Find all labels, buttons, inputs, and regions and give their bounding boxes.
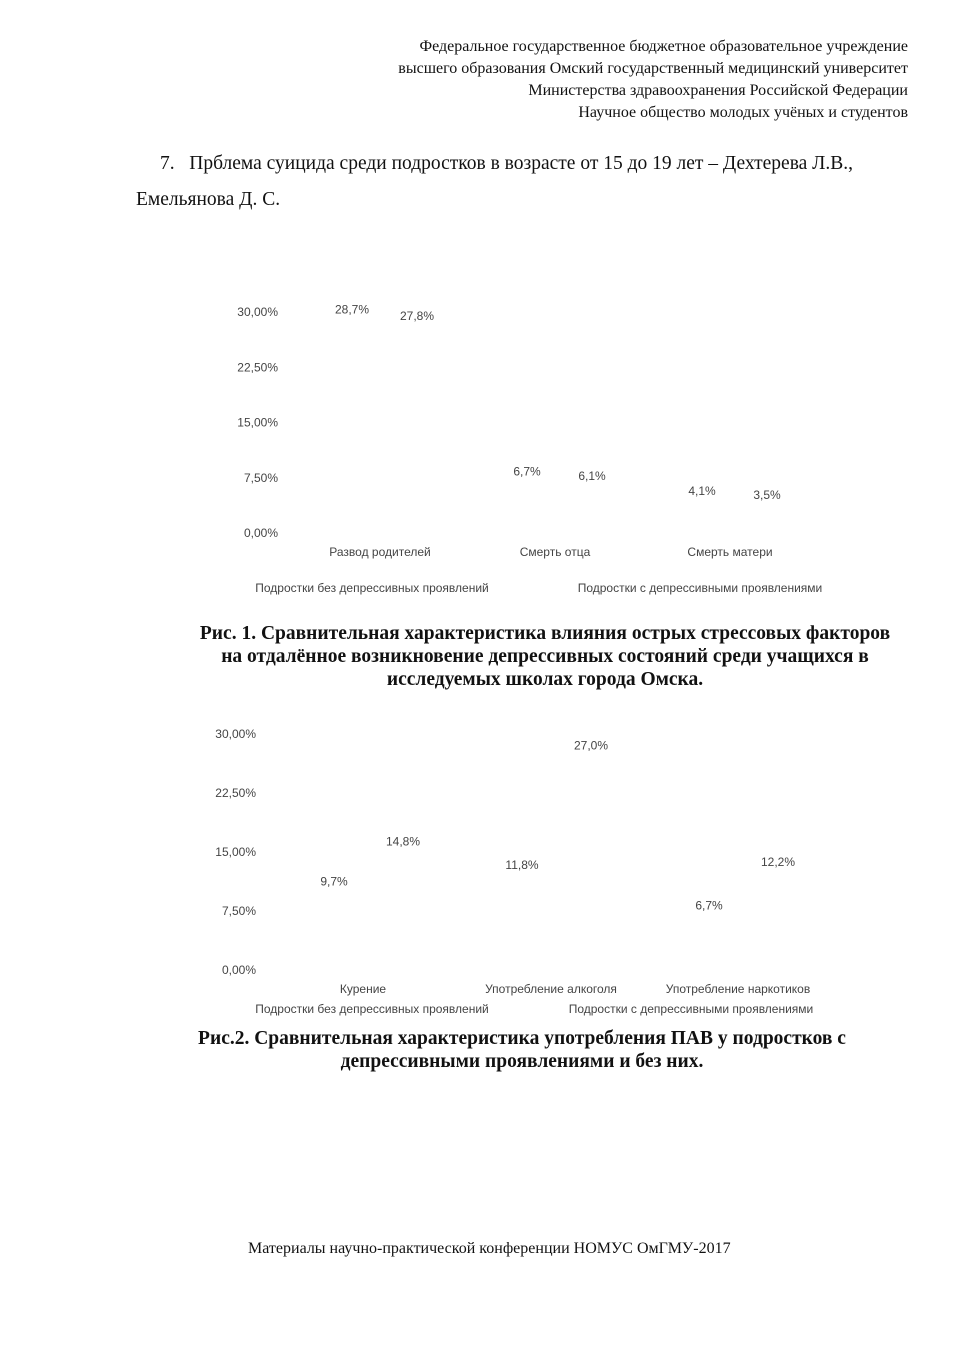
entry-number: 7. [160,153,175,174]
footer: Материалы научно-практической конференции НОМУС ОмГМУ-2017 [248,1240,731,1257]
header-line: Федеральное государственное бюджетное образовательное учреждение [419,38,908,55]
data-label: 6,7% [695,898,723,913]
y-tick-label: 0,00% [221,963,256,977]
data-label: 6,1% [578,469,606,484]
entry-title: Прблема суицида среди подростков в возрасте от 15 до 19 лет – Дехтерева Л.В., Емельянова Д. С. [136,153,854,210]
x-tick-label: Употребление наркотиков [665,982,811,996]
legend-entry: Подростки с депрессивными проявлениями [568,1002,814,1016]
data-label: 27,0% [573,738,609,753]
legend-entry: Подростки с депрессивными проявлениями [577,581,823,595]
x-tick-label: Употребление алкоголя [485,982,617,996]
data-label: 12,2% [760,855,796,870]
article-entry [136,146,908,218]
legend-entry: Подростки без депрессивных проявлений [255,1002,489,1016]
chart-2-svg [0,715,954,1025]
data-label: 6,7% [513,464,541,479]
data-label: 27,8% [399,309,435,324]
data-label: 11,8% [505,858,539,873]
y-tick-label: 7,50% [221,904,256,918]
figure-1-caption: Рис. 1. Сравнительная характеристика влияния острых стрессовых факторов на отдалённое возникновение депрессивных состояний среди учащихся в исследуемых школах города Омска. [199,623,891,690]
header-line: Научное общество молодых учёных и студентов [578,104,908,121]
data-label: 9,7% [320,874,348,889]
legend-entry: Подростки без депрессивных проявлений [255,581,489,595]
header-line: Министерства здравоохранения Российской Федерации [528,82,908,99]
data-label: 4,1% [688,483,716,498]
chart-1-svg [0,280,954,610]
figure-2-caption: Рис.2. Сравнительная характеристика употребления ПАВ у подростков с депрессивными проявлениями и без них. [198,1028,846,1072]
y-tick-label: 15,00% [237,415,278,430]
x-tick-label: Смерть матери [687,545,773,559]
y-tick-label: 22,50% [237,360,278,375]
data-label: 3,5% [753,488,781,503]
x-tick-label: Смерть отца [519,545,591,559]
y-tick-label: 15,00% [215,845,256,859]
y-tick-label: 7,50% [243,470,278,485]
y-tick-label: 0,00% [243,526,278,540]
data-label: 14,8% [385,834,421,849]
x-tick-label: Курение [339,982,387,996]
data-label: 28,7% [334,302,370,317]
chart-1 [0,280,954,610]
y-tick-label: 22,50% [215,786,256,800]
chart-2 [0,715,954,1025]
x-tick-label: Развод родителей [329,545,431,559]
y-tick-label: 30,00% [237,305,278,319]
institution-header [398,36,908,124]
header-line: высшего образования Омский государственный медицинский университет [398,60,908,77]
y-tick-label: 30,00% [215,727,256,741]
